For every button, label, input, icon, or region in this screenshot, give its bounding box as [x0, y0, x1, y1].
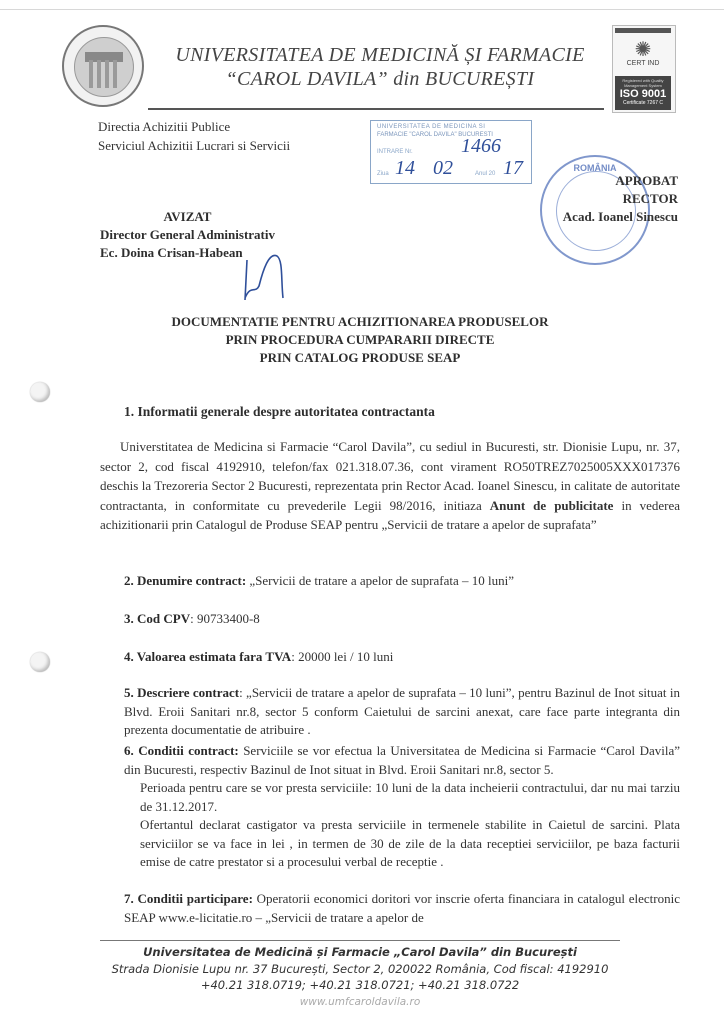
punch-hole: [30, 652, 50, 672]
registration-stamp: UNIVERSITATEA DE MEDICINA SI FARMACIE "CAROL DAVILA" BUCURESTI INTRARE Nr. 1466 Ziua 14 02 Anul 20 17: [370, 120, 532, 184]
footer-address: Strada Dionisie Lupu nr. 37 București, Sector 2, 020022 România, Cod fiscal: 4192910: [111, 961, 609, 976]
estimated-value-item: 4. Valoarea estimata fara TVA: 20000 lei / 10 luni: [124, 649, 394, 664]
university-name-line1: UNIVERSITATEA DE MEDICINĂ ȘI FARMACIE: [175, 44, 585, 66]
signature-icon: [225, 250, 285, 310]
contract-name-item: 2. Denumire contract: „Servicii de tratare a apelor de suprafata – 10 luni”: [124, 573, 514, 588]
contract-description-item: 5. Descriere contract: „Servicii de tratare a apelor de suprafata – 10 luni”, pentru Bazinul de Inot situat in Blvd. Eroii Sanitari nr.8, sector 5 conform Caietului de sarcini anexat, care face parte integranta din prezenta documentatie de atribuire .: [124, 685, 680, 737]
approval-block: [558, 172, 678, 226]
scan-top-edge: [0, 9, 724, 10]
document-title: DOCUMENTATIE PENTRU ACHIZITIONAREA PRODUSELOR PRIN PROCEDURA CUMPARARII DIRECTE PRIN CATALOG PRODUSE SEAP: [171, 314, 549, 365]
avizat-title: AVIZAT: [163, 209, 212, 224]
university-name: [150, 43, 610, 91]
avizat-role: Director General Administrativ: [100, 227, 275, 242]
page-footer: [100, 944, 620, 1010]
header-divider: [148, 108, 604, 110]
approval-title: APROBAT: [615, 173, 678, 188]
iso-top-bar: [615, 28, 671, 33]
registration-number: 1466: [461, 135, 501, 157]
footer-university: Universitatea de Medicină și Farmacie „Carol Davila” din București: [143, 945, 577, 959]
iso-certification-badge: [612, 25, 676, 113]
footer-website-link[interactable]: www.umfcaroldavila.ro: [299, 995, 421, 1008]
footer-phones: +40.21 318.0719; +40.21 318.0721; +40.21 318.0722: [200, 978, 520, 992]
university-name-line2: “CAROL DAVILA” din BUCUREȘTI: [225, 68, 535, 90]
department-line: Directia Achizitii Publice: [98, 119, 231, 134]
approval-name: Acad. Ioanel Sinescu: [562, 209, 678, 224]
footer-divider: [100, 940, 620, 941]
iso-certificate-number: Certificate 7267 C: [622, 100, 664, 106]
approval-role: RECTOR: [622, 191, 678, 206]
university-seal-icon: [62, 25, 144, 107]
section-heading: 1. Informatii generale despre autoritatea contractanta: [124, 404, 435, 419]
service-line: Serviciul Achizitii Lucrari si Servicii: [98, 138, 291, 153]
cpv-code-item: 3. Cod CPV: 90733400-8: [124, 611, 260, 626]
registration-month: 02: [433, 157, 453, 179]
punch-hole: [30, 382, 50, 402]
avizat-name: Ec. Doina Crisan-Habean: [100, 245, 243, 260]
official-round-stamp: ROMÂNIA: [540, 155, 650, 265]
registration-day: 14: [395, 157, 415, 179]
iso-standard: ISO 9001: [619, 88, 667, 100]
department-block: [98, 117, 290, 155]
section1-paragraph: Universtitatea de Medicina si Farmacie “Carol Davila”, cu sediul in Bucuresti, str. Dionisie Lupu, nr. 37, sector 2, cod fiscal 4192910, telefon/fax 021.318.07.36, cont virament RO50TREZ7025005XXX017376 deschis la Trezoreria Sector 2 Bucuresti, reprezentata prin Rector Acad. Ioanel Sinescu, in calitate de autoritate contractanta, in conformitate cu prevederile Legii 98/2016, initiaza Anunt de publicitate in vederea achizitionarii prin Catalogul de Produse SEAP pentru „Servicii de tratare a apelor de suprafata”: [100, 439, 681, 532]
participation-conditions-item: 7. Conditii participare: Operatorii economici doritori vor inscrie oferta financiara in catalogul electronic SEAP www.e-licitatie.ro – „Servicii de tratare a apelor de: [124, 891, 680, 925]
iso-small-text: Registered with Quality Management System: [622, 78, 664, 88]
registration-year: 17: [503, 157, 523, 179]
cert-logo-icon: ✺ CERT IND: [626, 39, 660, 67]
contract-conditions-item: 6. Conditii contract: Serviciile se vor efectua la Universitatea de Medicina si Farmacie “Carol Davila” din Bucuresti, respectiv Bazinul de Inot situat in Blvd. Eroii Sanitari nr.8, sector 5. Perioada pentru care se vor presta serviciile: 10 luni de la data incheierii contractului, dar nu mai tarziu de 31.12.2017. Ofertantul declarat castigator va presta serviciile in termenele stabilite in Caietul de sarcini. Plata serviciilor se va face in lei , in termen de 30 de zile de la data receptiei serviciilor, pe baza facturii emise de catre prestator si a procesului verbal de receptie .: [124, 743, 680, 869]
